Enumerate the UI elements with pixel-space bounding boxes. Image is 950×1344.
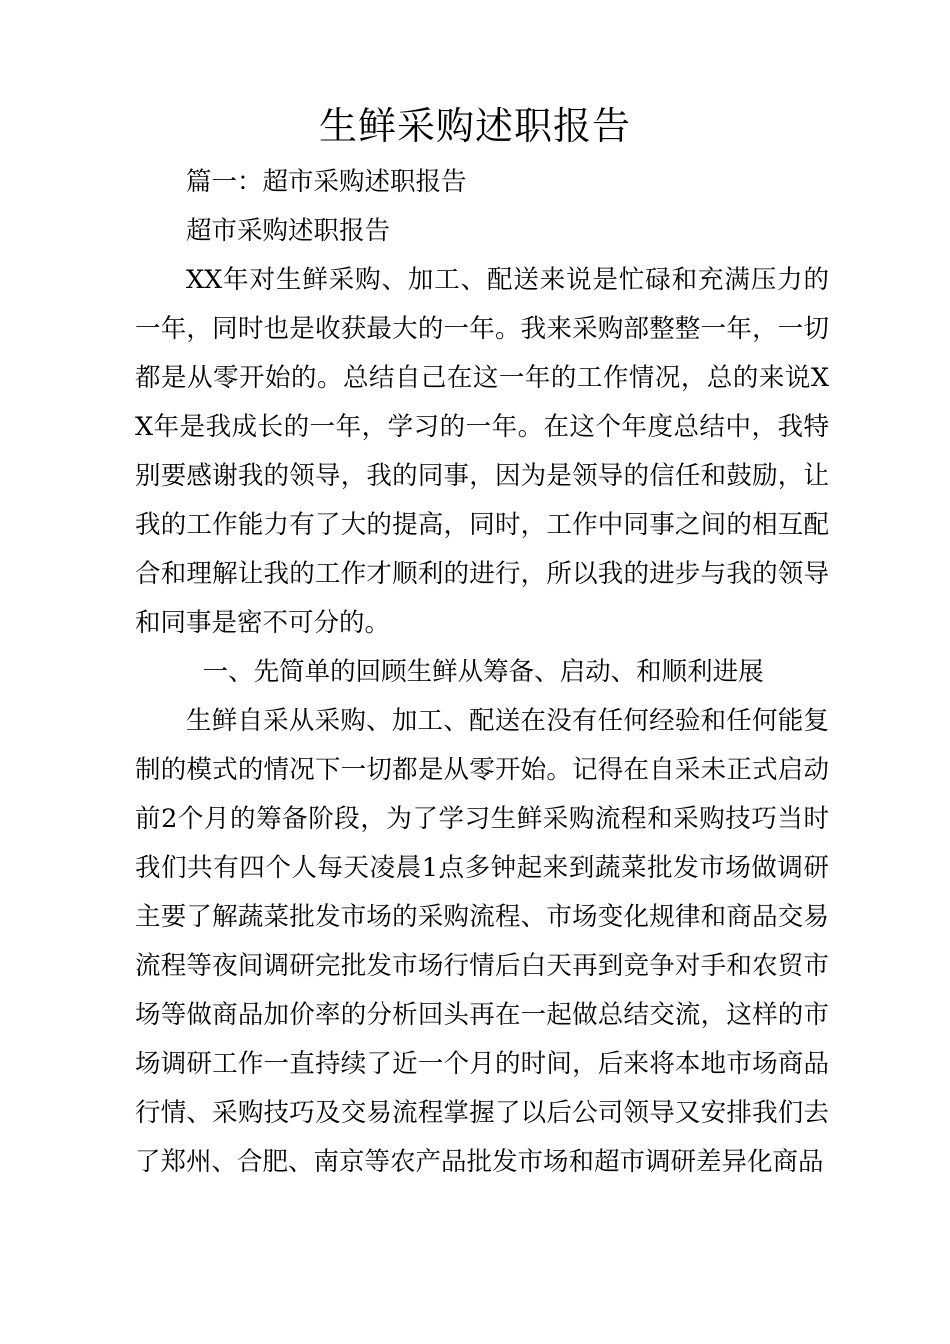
document-body <box>135 158 829 1187</box>
paragraph-section-body: 生鲜自采从采购、加工、配送在没有任何经验和任何能复制的模式的情况下一切都是从零开始。记得在自采未正式启动前2个月的筹备阶段，为了学习生鲜采购流程和采购技巧当时我们共有四个人每天凌晨1点多钟起来到蔬菜批发市场做调研主要了解蔬菜批发市场的采购流程、市场变化规律和商品交易流程等夜间调研完批发市场行情后白天再到竞争对手和农贸市场等做商品加价率的分析回头再在一起做总结交流，这样的市场调研工作一直持续了近一个月的时间，后来将本地市场商品行情、采购技巧及交易流程掌握了以后公司领导又安排我们去了郑州、合肥、南京等农产品批发市场和超市调研差异化商品 <box>135 706 829 1177</box>
section-heading: 一、先简单的回顾生鲜从筹备、启动、和顺利进展 <box>202 657 764 687</box>
paragraph-intro: XX年对生鲜采购、加工、配送来说是忙碌和充满压力的一年，同时也是收获最大的一年。我来采购部整整一年，一切都是从零开始的。总结自己在这一年的工作情况，总的来说XX年是我成长的一年，学习的一年。在这个年度总结中，我特别要感谢我的领导，我的同事，因为是领导的信任和鼓励，让我的工作能力有了大的提高，同时，工作中同事之间的相互配合和理解让我的工作才顺利的进行，所以我的进步与我的领导和同事是密不可分的。 <box>135 265 829 638</box>
article-label: 篇一：超市采购述职报告 <box>186 167 467 197</box>
article-title: 超市采购述职报告 <box>186 216 391 246</box>
document-title: 生鲜采购述职报告 <box>318 104 631 148</box>
